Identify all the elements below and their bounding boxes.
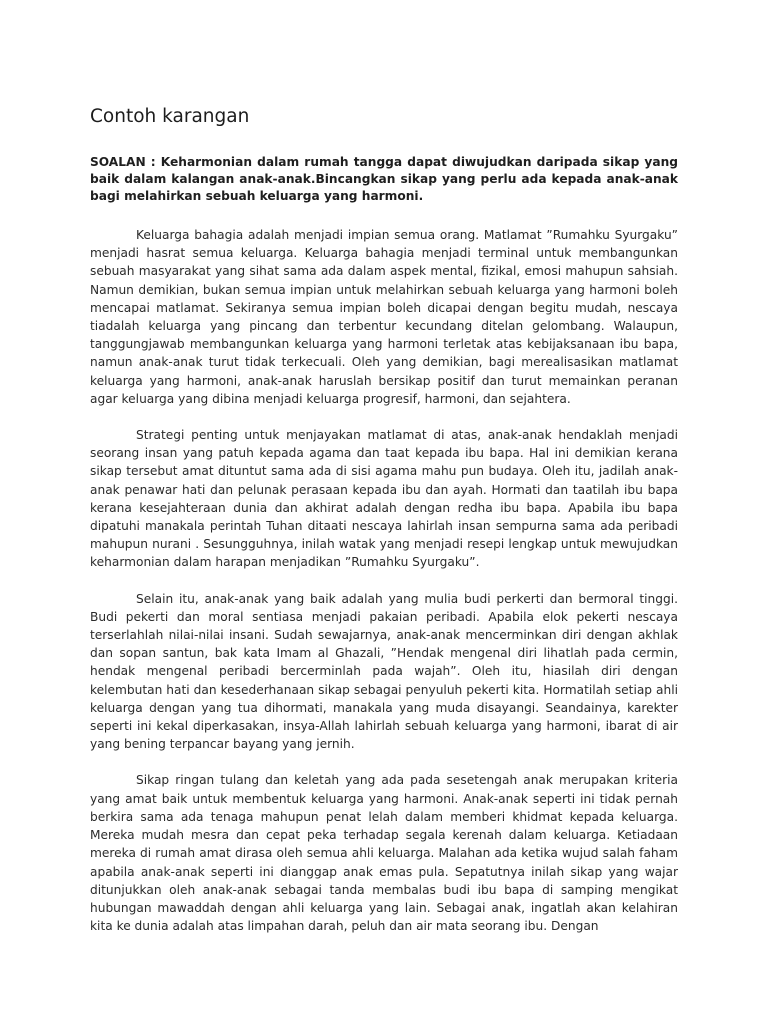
paragraph-2: Strategi penting untuk menjayakan matlamat di atas, anak-anak hendaklah menjadi seorang insan yang patuh kepada agama dan taat kepada ibu bapa. Hal ini demikian kerana sikap tersebut amat dituntut sama ada di sisi agama mahu pun budaya. Oleh itu, jadilah anak-anak penawar hati dan pelunak perasaan kepada ibu dan ayah. Hormati dan taatilah ibu bapa kerana kesejahteraan dunia dan akhirat adalah dengan redha ibu bapa. Apabila ibu bapa dipatuhi manakala perintah Tuhan ditaati nescaya lahirlah insan sempurna sama ada peribadi mahupun nurani . Sesungguhnya, inilah watak yang menjadi resepi lengkap untuk mewujudkan keharmonian dalam harapan menjadikan ”Rumahku Syurgaku”. — [90, 428, 678, 570]
paragraph-3: Selain itu, anak-anak yang baik adalah yang mulia budi perkerti dan bermoral tinggi. Budi pekerti dan moral sentiasa menjadi pakaian peribadi. Apabila elok pekerti nescaya terserlahlah nilai-nilai insani. Sudah sewajarnya, anak-anak mencerminkan diri dengan akhlak dan sopan santun, bak kata Imam al Ghazali, ”Hendak mengenal diri lihatlah pada cermin, hendak mengenal peribadi bercerminlah pada wajah”. Oleh itu, hiasilah diri dengan kelembutan hati dan kesederhanaan sikap sebagai penyuluh pekerti kita. Hormatilah setiap ahli keluarga dengan yang tua dihormati, manakala yang muda disayangi. Seandainya, karekter seperti ini kekal diperkasakan, insya-Allah lahirlah sebuah keluarga yang harmoni, ibarat di air yang bening terpancar bayang yang jernih. — [90, 591, 678, 752]
document-title: Contoh karangan — [90, 106, 250, 127]
essay-question: SOALAN : Keharmonian dalam rumah tangga dapat diwujudkan daripada sikap yang baik dalam kalangan anak-anak.Bincangkan sikap yang perlu ada kepada anak-anak bagi melahirkan sebuah keluarga yang harmoni. — [90, 155, 678, 203]
paragraph-4: Sikap ringan tulang dan keletah yang ada pada sesetengah anak merupakan kriteria yang amat baik untuk membentuk keluarga yang harmoni. Anak-anak seperti ini tidak pernah berkira sama ada tenaga mahupun penat lelah dalam memberi khidmat kepada keluarga. Mereka mudah mesra dan cepat peka terhadap segala kerenah dalam keluarga. Ketiadaan mereka di rumah amat dirasa oleh semua ahli keluarga. Malahan ada ketika wujud salah faham apabila anak-anak seperti ini dianggap anak emas pula. Sepatutnya inilah sikap yang wajar ditunjukkan oleh anak-anak sebagai tanda membalas budi ibu bapa di samping mengikat hubungan mawaddah dengan ahli keluarga yang lain. Sebagai anak, ingatlah akan kelahiran kita ke dunia adalah atas limpahan darah, peluh dan air mata seorang ibu. Dengan — [90, 773, 678, 934]
paragraph-1: Keluarga bahagia adalah menjadi impian semua orang. Matlamat ”Rumahku Syurgaku” menjadi hasrat semua keluarga. Keluarga bahagia menjadi terminal untuk membangunkan sebuah masyarakat yang sihat sama ada dalam aspek mental, fizikal, emosi mahupun sahsiah. Namun demikian, bukan semua impian untuk melahirkan sebuah keluarga yang harmoni boleh mencapai matlamat. Sekiranya semua impian boleh dicapai dengan begitu mudah, nescaya tiadalah keluarga yang pincang dan terbentur kecundang ditelan gelombang. Walaupun, tanggungjawab membangunkan keluarga yang harmoni terletak atas kebijaksanaan ibu bapa, namun anak-anak turut tidak terkecuali. Oleh yang demikian, bagi merealisasikan matlamat keluarga yang harmoni, anak-anak haruslah bersikap positif dan turut memainkan peranan agar keluarga yang dibina menjadi keluarga progresif, harmoni, dan sejahtera. — [90, 228, 678, 406]
